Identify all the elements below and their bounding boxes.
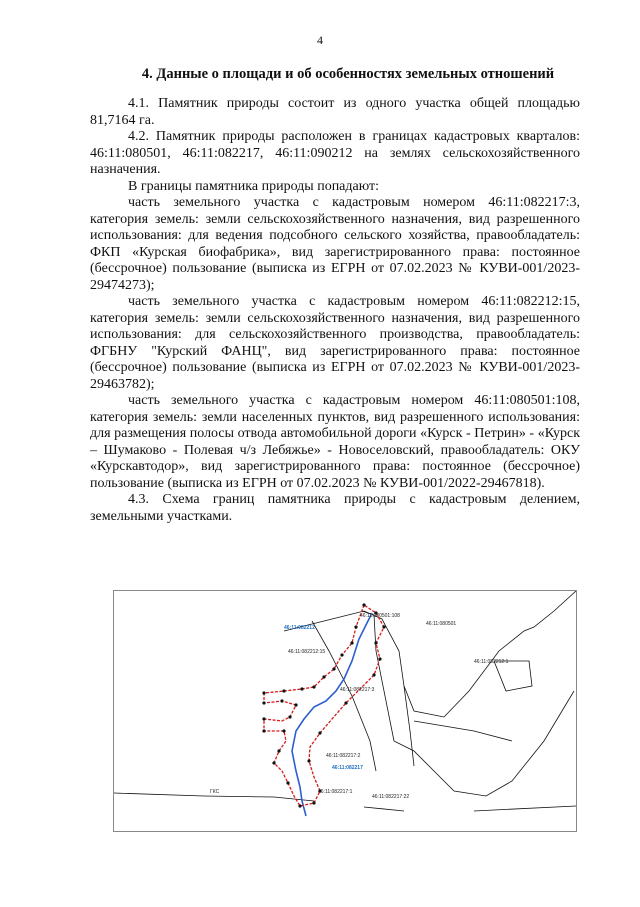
parcel-label-082212-1: 46:11:082212:1 — [474, 659, 509, 665]
boundary-vertices — [262, 603, 385, 807]
paragraph-parcel-3: часть земельного участка с кадастровым номером 46:11:080501:108, категория земель: земли населенных пунктов, вид разрешенного использования: для размещения полосы отвода автомобильной дороги «Курск - Петрин» - «Курск – Шумаково - Полевая ч/з Лебяжье» - Новоселовский, правообладатель: ОКУ «Курскавтодор», вид зарегистрированного права: постоянное (бессрочное) пользование (выписка из ЕГРН от 07.02.2023 № КУВИ-001/2022-29467818). — [90, 393, 580, 491]
paragraph-4-1: 4.1. Памятник природы состоит из одного участка общей площадью 81,7164 га. — [90, 96, 580, 128]
paragraph-parcel-2: часть земельного участка с кадастровым номером 46:11:082212:15, категория земель: земли сельскохозяйственного назначения, вид разрешенного использования: для сельскохозяйственного производства, правообладатель: ФГБНУ "Курский ФАНЦ", вид зарегистрированного права: постоянное (бессрочное) пользование (выписка из ЕГРН от 07.02.2023 № КУВИ-001/2023-29463782); — [90, 294, 580, 392]
paragraph-parcel-1: часть земельного участка с кадастровым номером 46:11:082217:3, категория земель: земли сельскохозяйственного назначения, вид разрешенного использования: для ведения подсобного сельского хозяйства, правообладатель: ФКП «Курская биофабрика», вид зарегистрированного права: постоянное (бессрочное) пользование (выписка из ЕГРН от 07.02.2023 № КУВИ-001/2023-29474273); — [90, 195, 580, 293]
parcel-label-082217-2: 46:11:082217:2 — [326, 753, 361, 759]
parcel-lines — [114, 591, 576, 811]
page-number: 4 — [317, 33, 323, 47]
parcel-label-080501-108: 46:11:080501:108 — [360, 613, 400, 619]
paragraph-4-2: 4.2. Памятник природы расположен в границах кадастровых кварталов: 46:11:080501, 46:11:082217, 46:11:090212 на землях сельскохозяйственного назначения. — [90, 129, 580, 177]
parcel-label-082212-15: 46:11:082212:15 — [288, 649, 326, 655]
monument-boundary — [264, 605, 384, 806]
section-heading: 4. Данные о площади и об особенностях земельных отношений — [141, 66, 555, 82]
document-body — [90, 96, 580, 525]
river-line — [292, 613, 372, 816]
parcel-label-082217-22: 46:11:082217:22 — [372, 794, 410, 800]
quarter-label-082212: 46:11:082212 — [284, 625, 315, 631]
parcel-label-082217-1: 46:11:082217:1 — [318, 789, 353, 795]
parcel-label-082217-3: 46:11:082217:3 — [340, 687, 375, 693]
paragraph-intro: В границы памятника природы попадают: — [128, 178, 380, 194]
parcel-label-080501: 46:11:080501 — [426, 621, 457, 627]
paragraph-4-3: 4.3. Схема границ памятника природы с кадастровым делением, земельными участками. — [90, 492, 580, 524]
edge-label: ГКС — [210, 789, 220, 795]
cadastral-map-svg — [114, 591, 576, 831]
cadastral-map — [113, 590, 577, 832]
quarter-label-082217: 46:11:082217 — [332, 765, 363, 771]
